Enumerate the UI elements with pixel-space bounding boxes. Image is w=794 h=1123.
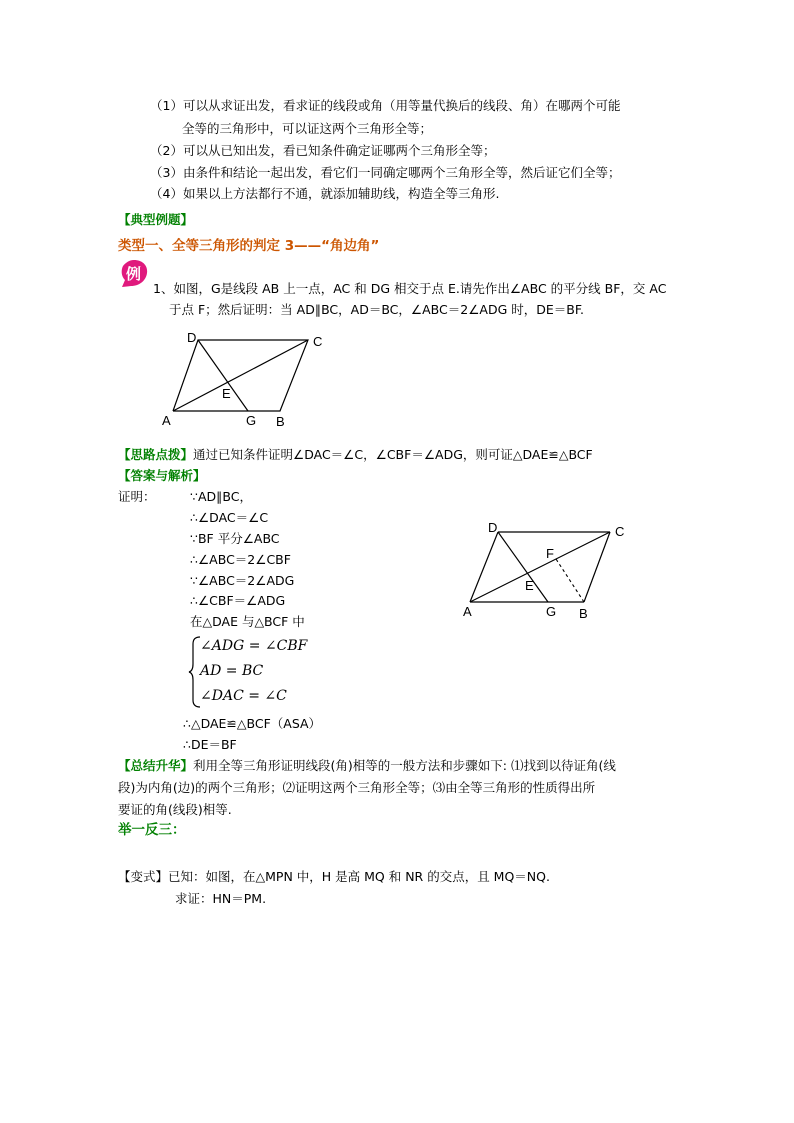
- system-eq-3: ∠DAC = ∠C: [200, 688, 287, 704]
- figure-1-label-D: D: [187, 330, 197, 345]
- figure-1-label-G: G: [246, 413, 257, 428]
- system-eq-1: ∠ADG = ∠CBF: [200, 638, 308, 654]
- problem-line-2: 于点 F；然后证明：当 AD∥BC，AD＝BC，∠ABC＝2∠ADG 时，DE＝BF.: [169, 302, 584, 317]
- hint: [118, 447, 593, 463]
- summary-line-3: 要证的角(线段)相等.: [118, 802, 232, 817]
- figure-2-label-D: D: [488, 520, 498, 535]
- summary-label: 【总结升华】: [118, 758, 194, 773]
- method-4: （4）如果以上方法都行不通，就添加辅助线，构造全等三角形.: [150, 186, 500, 201]
- figure-1-label-A: A: [162, 413, 171, 428]
- problem-line-1: 1、如图，G是线段 AB 上一点，AC 和 DG 相交于点 E.请先作出∠ABC 的平分线 BF，交 AC: [153, 281, 667, 296]
- figure-2-label-G: G: [546, 604, 557, 619]
- variant-label: 【变式】: [118, 869, 169, 884]
- proof-step-5: ∵∠ABC＝2∠ADG: [190, 573, 295, 588]
- figure-1-label-B: B: [276, 414, 285, 429]
- method-1-cont: 全等的三角形中，可以证这两个三角形全等；: [182, 121, 433, 136]
- type-heading: 类型一、全等三角形的判定 3——“角边角”: [118, 238, 380, 254]
- hint-label: 【思路点拨】: [118, 447, 194, 462]
- proof-step-2: ∴∠DAC＝∠C: [190, 510, 269, 525]
- figure-2: [458, 518, 638, 624]
- variant-prove: 求证：HN＝PM.: [175, 891, 267, 906]
- answer-label: 【答案与解析】: [118, 468, 206, 483]
- figure-1-label-E: E: [222, 386, 231, 401]
- figure-2-line-BF-dashed: [556, 559, 584, 602]
- proof-step-7: 在△DAE 与△BCF 中: [190, 614, 305, 629]
- proof-conclusion-2: ∴DE＝BF: [183, 737, 237, 752]
- proof-conclusion-1: ∴△DAE≌△BCF（ASA）: [183, 716, 322, 731]
- practice-label: 举一反三：: [118, 822, 186, 838]
- figure-2-label-A: A: [463, 604, 472, 619]
- example-badge-text: 例: [126, 265, 142, 283]
- figure-2-label-F: F: [546, 546, 554, 561]
- section-label: 【典型例题】: [118, 212, 194, 227]
- example-badge: [119, 258, 147, 286]
- figure-2-line-AD: [470, 532, 498, 602]
- figure-2-label-C: C: [615, 524, 625, 539]
- figure-1-label-C: C: [313, 334, 323, 349]
- hint-text: 通过已知条件证明∠DAC＝∠C，∠CBF＝∠ADG，则可证△DAE≌△BCF: [193, 447, 593, 462]
- method-3: （3）由条件和结论一起出发，看它们一同确定哪两个三角形全等，然后证它们全等；: [150, 165, 621, 180]
- proof-step-4: ∴∠ABC＝2∠CBF: [190, 552, 291, 567]
- proof-step-6: ∴∠CBF＝∠ADG: [190, 593, 286, 608]
- figure-1: [158, 328, 338, 430]
- system-eq-2: AD = BC: [200, 663, 264, 679]
- summary-line-1: [118, 758, 616, 774]
- summary-text-1: 利用全等三角形证明线段(角)相等的一般方法和步骤如下: ⑴找到以待证角(线: [193, 758, 616, 773]
- variant-text: 已知：如图，在△MPN 中，H 是高 MQ 和 NR 的交点，且 MQ＝NQ.: [168, 869, 550, 884]
- figure-2-label-B: B: [579, 606, 588, 621]
- proof-step-3: ∵BF 平分∠ABC: [190, 531, 280, 546]
- method-2: （2）可以从已知出发，看已知条件确定证哪两个三角形全等；: [150, 143, 496, 158]
- figure-2-label-E: E: [525, 578, 534, 593]
- summary-line-2: 段)为内角(边)的两个三角形；⑵证明这两个三角形全等；⑶由全等三角形的性质得出所: [118, 780, 596, 795]
- proof-start: 证明：: [118, 489, 156, 504]
- proof-step-1: ∵AD∥BC，: [190, 489, 252, 504]
- variant: [118, 869, 550, 885]
- method-1: （1）可以从求证出发，看求证的线段或角（用等量代换后的线段、角）在哪两个可能: [150, 98, 621, 113]
